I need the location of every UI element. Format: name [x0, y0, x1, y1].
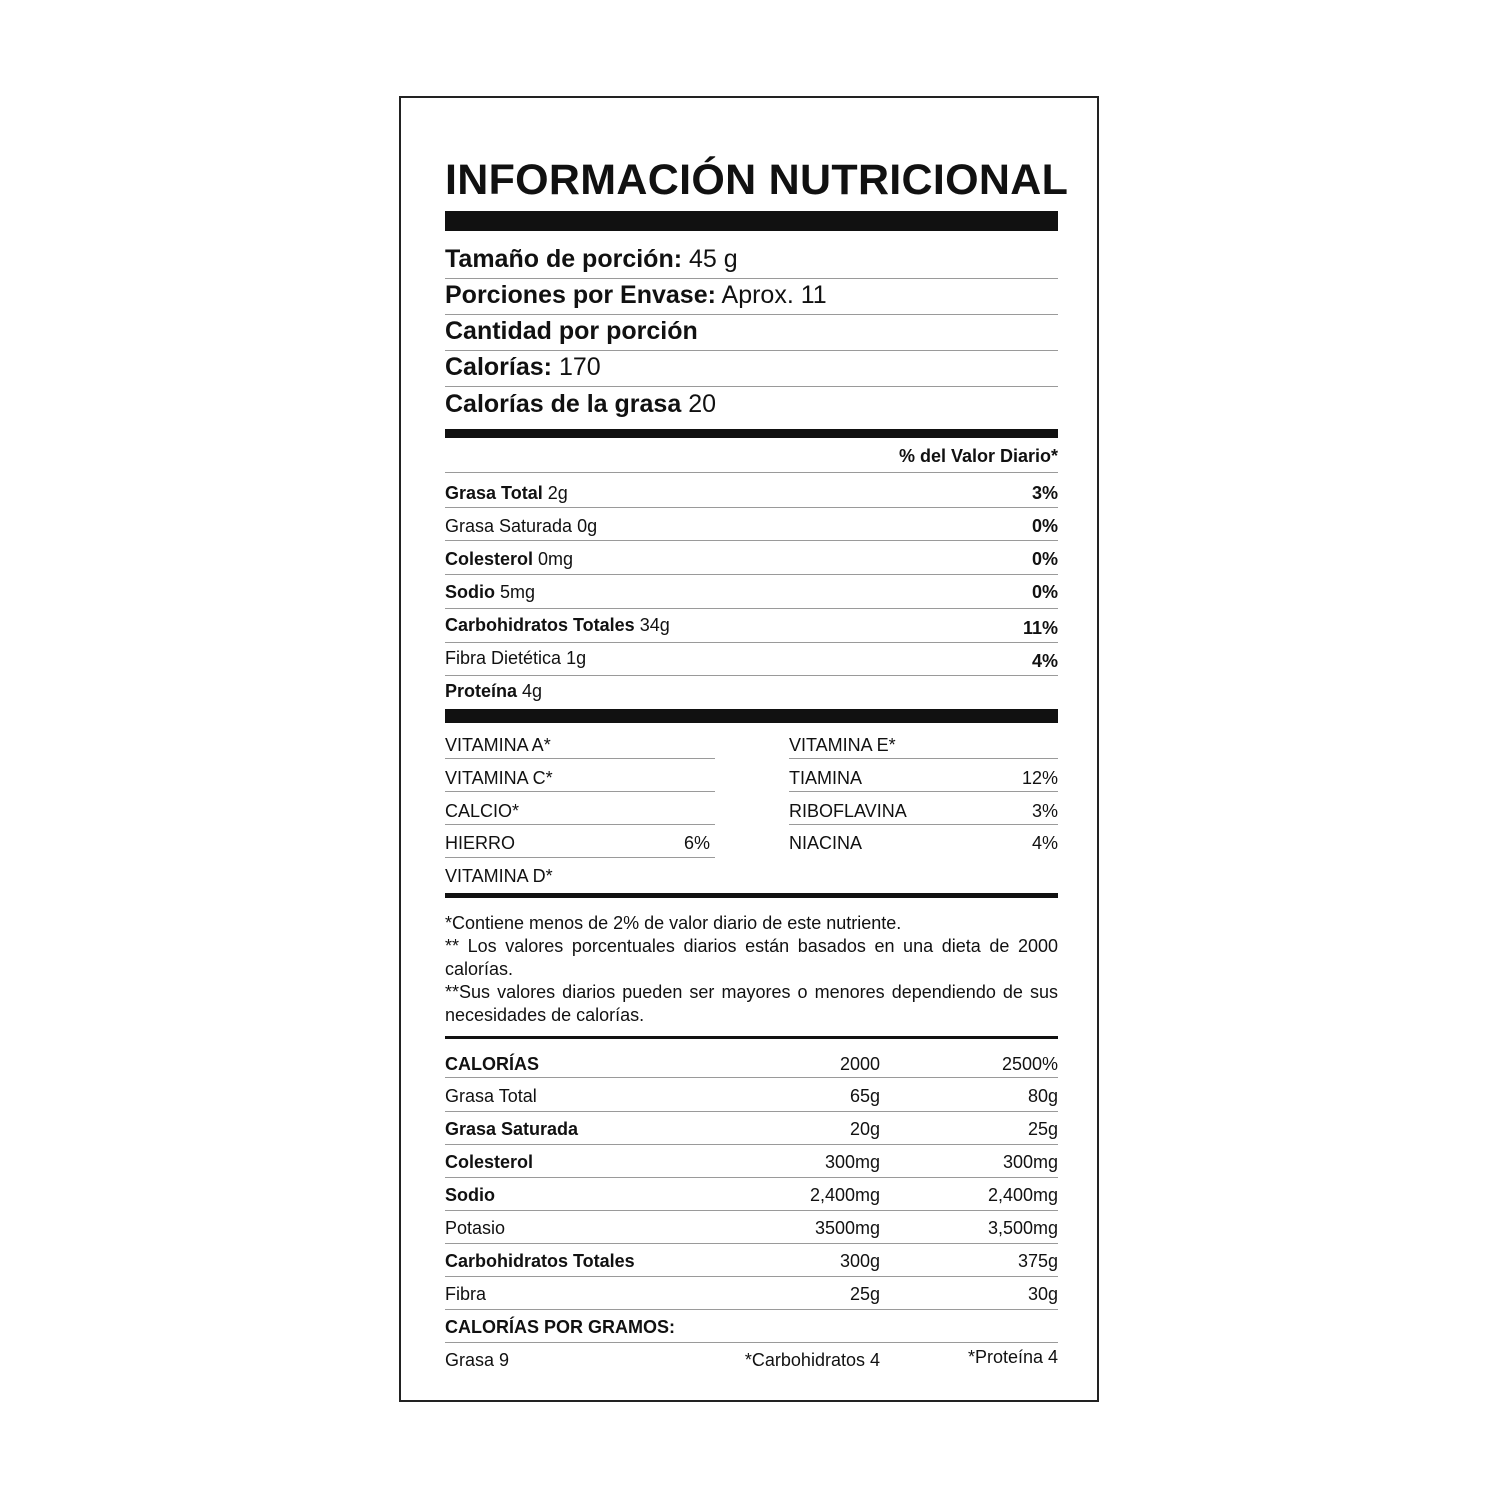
fat-calories-label: Calorías de la grasa [445, 390, 682, 418]
reference-col2: 80g [1027, 1086, 1058, 1106]
nutrient-daily-value: 0% [1031, 516, 1058, 536]
reference-col1: 2,400mg [809, 1185, 880, 1205]
nutrient-amount: 4g [522, 681, 543, 701]
nutrient-daily-value: 4% [1031, 651, 1058, 671]
divider [445, 642, 1058, 643]
reference-header-col1: 2000 [839, 1054, 880, 1074]
vitamin-value: 6% [684, 833, 711, 853]
reference-col1: 25g [849, 1284, 880, 1304]
reference-header-label: CALORÍAS [445, 1054, 539, 1074]
reference-label: Fibra [445, 1284, 487, 1304]
serving-size-label: Tamaño de porción: [445, 245, 683, 273]
reference-label: Potasio [445, 1218, 506, 1238]
reference-col2: 2,400mg [987, 1185, 1058, 1205]
nutrient-daily-value: 0% [1031, 582, 1058, 602]
reference-col1: 3500mg [814, 1218, 880, 1238]
divider [445, 540, 1058, 541]
nutrient-name: Carbohidratos Totales [445, 615, 635, 635]
divider [445, 386, 1058, 387]
nutrient-row [445, 483, 1058, 504]
reference-col2: 30g [1027, 1284, 1058, 1304]
title-divider [445, 211, 1058, 231]
fat-per-gram: Grasa 9 [445, 1350, 510, 1370]
divider [445, 608, 1058, 609]
fat-calories-value: 20 [688, 390, 716, 418]
vitamin-name: RIBOFLAVINA [789, 801, 907, 821]
nutrient-row [445, 582, 1058, 603]
nutrient-name: Sodio [445, 582, 495, 602]
reference-col1: 65g [849, 1086, 880, 1106]
nutrient-daily-value: 0% [1031, 549, 1058, 569]
nutrient-amount: 1g [566, 648, 587, 668]
divider [445, 824, 715, 825]
nutrient-name: Proteína [445, 681, 518, 701]
vitamin-name: CALCIO* [445, 801, 520, 821]
amount-per-serving-row [445, 317, 1058, 346]
reference-label: Grasa Total [445, 1086, 537, 1106]
calories-per-gram-title: CALORÍAS POR GRAMOS: [445, 1317, 676, 1337]
footnote-1: *Contiene menos de 2% de valor diario de este nutriente. [445, 913, 902, 933]
servings-per-pack-label: Porciones por Envase: [445, 281, 716, 309]
vitamin-name: HIERRO [445, 833, 516, 853]
nutrient-amount: 5mg [500, 582, 536, 602]
divider [445, 1342, 1058, 1343]
calories-label: Calorías: [445, 353, 552, 381]
nutrient-amount: 2g [547, 483, 568, 503]
calories-row [445, 353, 1058, 382]
footnote-3: **Sus valores diarios pueden ser mayores o menores dependiendo de sus necesidades de calorías. [445, 982, 1058, 1025]
section-divider [445, 429, 1058, 438]
reference-col2: 3,500mg [987, 1218, 1058, 1238]
reference-col1: 20g [849, 1119, 880, 1139]
nutrient-amount: 0mg [538, 549, 574, 569]
vitamin-name: VITAMINA C* [445, 768, 553, 788]
vitamin-value: 12% [1021, 768, 1058, 788]
vitamin-name: TIAMINA [789, 768, 863, 788]
protein-per-gram: *Proteína 4 [967, 1347, 1058, 1367]
nutrient-daily-value: 3% [1031, 483, 1058, 503]
divider [789, 758, 1058, 759]
divider [445, 758, 715, 759]
footnote-2: ** Los valores porcentuales diarios están basados en una dieta de 2000 calorías. [445, 936, 1058, 979]
nutrient-row [445, 681, 1058, 702]
reference-col2: 25g [1027, 1119, 1058, 1139]
calories-value: 170 [558, 353, 601, 381]
fat-calories-row [445, 390, 1058, 419]
divider [445, 472, 1058, 473]
daily-value-header: % del Valor Diario* [898, 446, 1058, 466]
divider [445, 1210, 1058, 1211]
divider [445, 791, 715, 792]
reference-label: Carbohidratos Totales [445, 1251, 635, 1271]
servings-per-pack-value: Aprox. 11 [721, 281, 827, 309]
divider [445, 1276, 1058, 1277]
divider [445, 350, 1058, 351]
servings-per-pack-row [445, 281, 1058, 310]
reference-col2: 300mg [1002, 1152, 1058, 1172]
reference-label: Sodio [445, 1185, 495, 1205]
divider [445, 1111, 1058, 1112]
divider [445, 278, 1058, 279]
vitamin-value: 4% [1031, 833, 1058, 853]
divider [445, 1144, 1058, 1145]
divider [445, 1309, 1058, 1310]
reference-label: Grasa Saturada [445, 1119, 579, 1139]
vitamin-name: VITAMINA D* [445, 866, 553, 886]
nutrient-name: Grasa Total [445, 483, 543, 503]
footnotes [445, 912, 1058, 1027]
nutrient-daily-value: 11% [1022, 618, 1058, 638]
vitamin-value: 3% [1031, 801, 1058, 821]
vitamin-name: NIACINA [789, 833, 863, 853]
nutrient-row [445, 615, 1058, 636]
nutrient-name: Fibra Dietética [445, 648, 562, 668]
section-divider [445, 893, 1058, 898]
nutrition-label [399, 96, 1099, 1402]
vitamin-name: VITAMINA A* [445, 735, 551, 755]
reference-col1: 300g [839, 1251, 880, 1271]
serving-size-value: 45 g [689, 245, 738, 273]
divider [789, 791, 1058, 792]
reference-col2: 375g [1017, 1251, 1058, 1271]
nutrient-name: Grasa Saturada [445, 516, 573, 536]
divider [445, 857, 715, 858]
nutrient-amount: 0g [577, 516, 598, 536]
divider [445, 1243, 1058, 1244]
divider [445, 574, 1058, 575]
nutrient-row [445, 648, 1058, 669]
section-divider [445, 709, 1058, 723]
carbs-per-gram: *Carbohidratos 4 [744, 1350, 880, 1370]
divider [445, 507, 1058, 508]
serving-size-row [445, 245, 1058, 274]
section-divider [445, 1036, 1058, 1039]
vitamin-name: VITAMINA E* [789, 735, 896, 755]
nutrient-name: Colesterol [445, 549, 534, 569]
reference-label: Colesterol [445, 1152, 534, 1172]
divider [445, 314, 1058, 315]
reference-col1: 300mg [824, 1152, 880, 1172]
nutrient-row [445, 516, 1058, 537]
label-title: INFORMACIÓN NUTRICIONAL [445, 156, 1069, 204]
nutrient-row [445, 549, 1058, 570]
reference-header-col2: 2500% [1001, 1054, 1058, 1074]
nutrient-amount: 34g [639, 615, 670, 635]
divider [445, 675, 1058, 676]
divider [445, 1177, 1058, 1178]
amount-per-serving-label: Cantidad por porción [445, 317, 698, 345]
divider [789, 824, 1058, 825]
divider [445, 1077, 1058, 1078]
